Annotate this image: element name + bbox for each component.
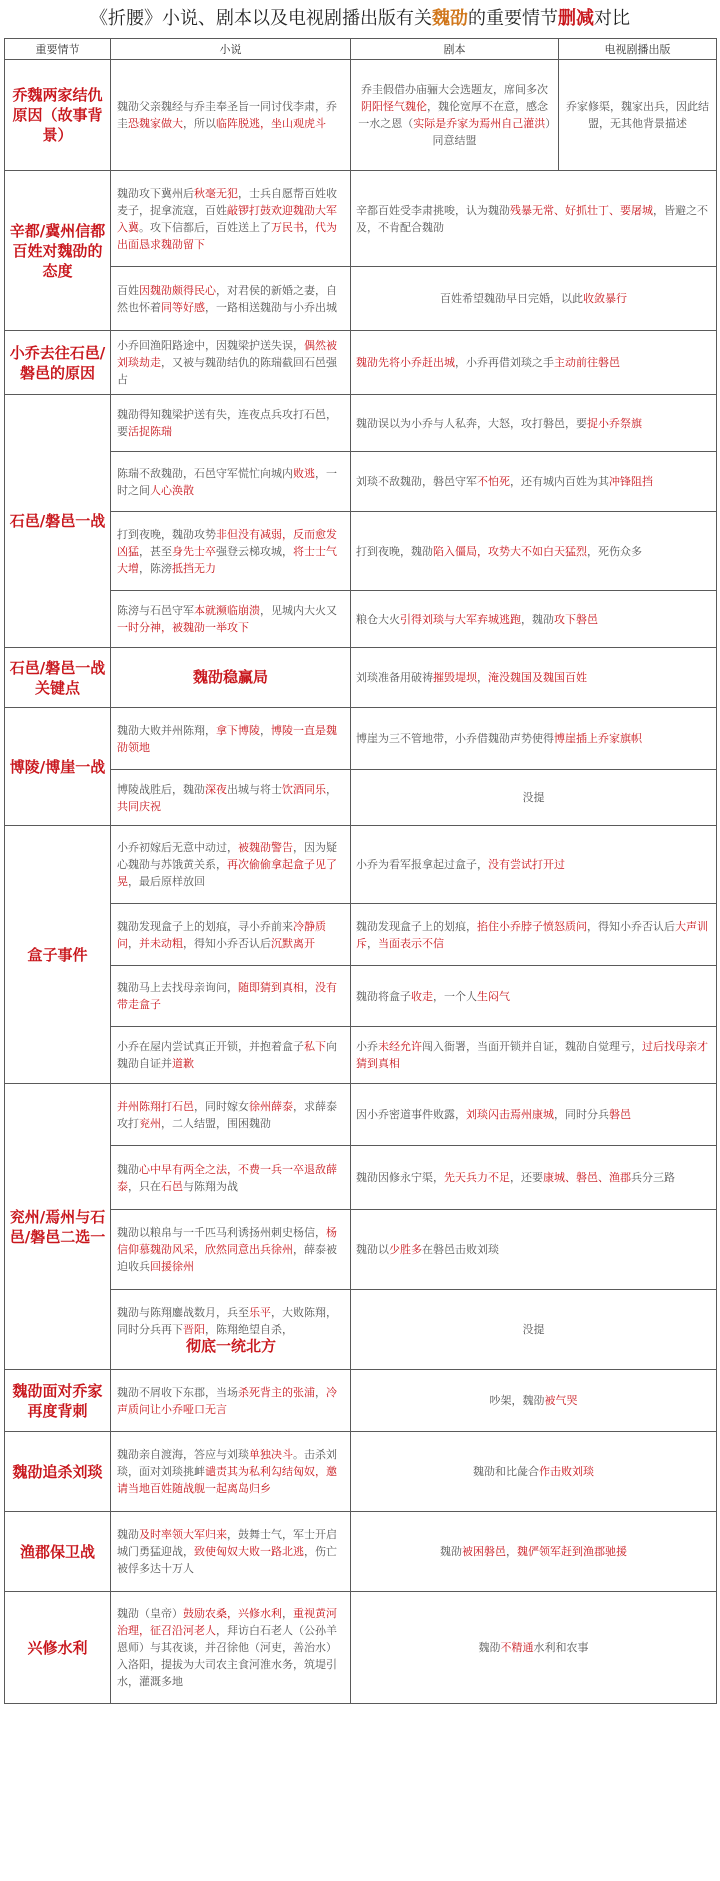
novel-cell: 魏劭以粮帛与一千匹马利诱扬州刺史杨信，杨信仰慕魏劭风采，欣然同意出兵徐州，薛泰被迫收兵回援徐州: [111, 1210, 351, 1290]
table-row: [5, 1146, 717, 1210]
plot-topic: 渔郡保卫战: [5, 1512, 111, 1592]
table-row: [5, 60, 717, 171]
table-row: [5, 708, 717, 770]
table-row: [5, 904, 717, 966]
script-cell: 乔圭假借办庙骊大会选题友，席间多次阴阳怪气魏伦，魏伦宽厚不在意，感念一水之恩（实际是乔家为焉州自己灌洪）同意结盟: [351, 60, 559, 171]
novel-cell: 魏劭心中早有两全之法，不费一兵一卒退敌薛泰，只在石邑与陈翔为战: [111, 1146, 351, 1210]
table-row: [5, 1432, 717, 1512]
novel-cell: 陈瑞不敌魏劭，石邑守军慌忙向城内败逃，一时之间人心涣散: [111, 452, 351, 512]
table-row: [5, 770, 717, 826]
script-cell: 辛都百姓受李肃挑唆，认为魏劭残暴无常、好抓壮丁、要屠城，皆避之不及，不肯配合魏劭: [351, 171, 717, 267]
novel-cell: 陈滂与石邑守军本就濒临崩溃，见城内大火又一时分神，被魏劭一举攻下: [111, 591, 351, 648]
table-row: [5, 331, 717, 395]
novel-cell: 打到夜晚，魏劭攻势非但没有减弱，反而愈发凶猛，甚至身先士卒强登云梯攻城，将士士气大增，陈滂抵挡无力: [111, 512, 351, 591]
table-row: [5, 966, 717, 1027]
plot-topic: 辛都/冀州信都百姓对魏劭的态度: [5, 171, 111, 331]
script-cell: 博崖为三不管地带，小乔借魏劭声势使得博崖插上乔家旗帜: [351, 708, 717, 770]
table-row: [5, 1592, 717, 1704]
table-row: [5, 512, 717, 591]
novel-cell: 魏劭马上去找母亲询问，随即猜到真相，没有带走盒子: [111, 966, 351, 1027]
header-plot: 重要情节: [5, 39, 111, 60]
plot-topic: 博陵/博崖一战: [5, 708, 111, 826]
script-cell: 吵架，魏劭被气哭: [351, 1370, 717, 1432]
plot-topic: 兖州/焉州与石邑/磐邑二选一: [5, 1084, 111, 1370]
table-row: [5, 395, 717, 452]
table-row: [5, 1290, 717, 1370]
plot-topic: 石邑/磐邑一战: [5, 395, 111, 648]
tv-cell: 乔家修渠，魏家出兵，因此结盟，无其他背景描述: [559, 60, 717, 171]
table-row: [5, 452, 717, 512]
script-cell: 魏劭将盒子收走，一个人生闷气: [351, 966, 717, 1027]
table-row: [5, 1370, 717, 1432]
script-cell: 小乔为看军报拿起过盒子，没有尝试打开过: [351, 826, 717, 904]
script-cell: 粮仓大火引得刘琰与大军弃城逃跑，魏劭攻下磐邑: [351, 591, 717, 648]
novel-cell: 百姓因魏劭颇得民心，对君侯的新婚之妻，自然也怀着同等好感，一路相送魏劭与小乔出城: [111, 267, 351, 331]
plot-topic: 魏劭面对乔家再度背刺: [5, 1370, 111, 1432]
novel-cell: 魏劭及时率领大军归来，鼓舞士气，军士开启城门勇猛迎战，致使匈奴大败一路北逃，伤亡被俘多达十万人: [111, 1512, 351, 1592]
plot-topic: 兴修水利: [5, 1592, 111, 1704]
header-tv: 电视剧播出版: [559, 39, 717, 60]
table-header-row: [5, 39, 717, 60]
plot-topic: 乔魏两家结仇原因（故事背景）: [5, 60, 111, 171]
novel-cell: 魏劭与陈翔鏖战数月，兵至乐平，大败陈翔，同时分兵再下晋阳，陈翔绝望自杀， 彻底一统北方: [111, 1290, 351, 1370]
script-cell: 没提: [351, 1290, 717, 1370]
novel-cell: 魏劭亲自渡海，答应与刘琰单独决斗。击杀刘琰，面对刘琰挑衅谴责其为私利勾结匈奴，邀请当地百姓随战舰一起离岛归乡: [111, 1432, 351, 1512]
table-row: [5, 1210, 717, 1290]
script-cell: 刘琰不敌魏劭，磐邑守军不怕死，还有城内百姓为其冲锋阻挡: [351, 452, 717, 512]
plot-topic: 盒子事件: [5, 826, 111, 1084]
novel-cell: 小乔在屋内尝试真正开锁，并抱着盒子私下向魏劭自证并道歉: [111, 1027, 351, 1084]
table-row: [5, 1027, 717, 1084]
script-cell: 百姓希望魏劭早日完婚，以此收敛暴行: [351, 267, 717, 331]
novel-cell: 魏劭得知魏梁护送有失，连夜点兵攻打石邑，要活捉陈瑞: [111, 395, 351, 452]
plot-topic: 小乔去往石邑/磐邑的原因: [5, 331, 111, 395]
page-title: 《折腰》小说、剧本以及电视剧播出版有关魏劭的重要情节删减对比: [90, 8, 630, 29]
novel-cell: 博陵战胜后，魏劭深夜出城与将士饮酒同乐，共同庆祝: [111, 770, 351, 826]
novel-cell: 魏劭父亲魏经与乔圭奉圣旨一同讨伐李肃，乔圭恐魏家做大，所以临阵脱逃，坐山观虎斗: [111, 60, 351, 171]
script-cell: 魏劭因修永宁渠，先天兵力不足，还要康城、磐邑、渔郡兵分三路: [351, 1146, 717, 1210]
novel-cell: 并州陈翔打石邑，同时嫁女徐州薛泰，求薛泰攻打兖州，二人结盟，围困魏劭: [111, 1084, 351, 1146]
script-cell: 打到夜晚，魏劭陷入僵局，攻势大不如白天猛烈，死伤众多: [351, 512, 717, 591]
novel-cell: 魏劭大败并州陈翔，拿下博陵，博陵一直是魏劭领地: [111, 708, 351, 770]
table-row: [5, 1084, 717, 1146]
novel-cell: 小乔回渔阳路途中，因魏梁护送失误，偶然被刘琰劫走，又被与魏劭结仇的陈瑞截回石邑强占: [111, 331, 351, 395]
script-cell: 小乔未经允许闯入衙署，当面开锁并自证，魏劭自觉理亏，过后找母亲才猜到真相: [351, 1027, 717, 1084]
table-row: [5, 267, 717, 331]
script-cell: 因小乔密道事件败露，刘琰闪击焉州康城，同时分兵磐邑: [351, 1084, 717, 1146]
novel-cell: 魏劭攻下冀州后秋毫无犯，士兵自愿帮百姓收麦子，捉拿流寇，百姓敲锣打鼓欢迎魏劭大军入冀。攻下信都后，百姓送上了万民书，代为出面恳求魏劭留下: [111, 171, 351, 267]
table-row: [5, 1512, 717, 1592]
script-cell: 魏劭发现盒子上的划痕，掐住小乔脖子愤怒质问，得知小乔否认后大声训斥，当面表示不信: [351, 904, 717, 966]
plot-topic: 石邑/磐邑一战关键点: [5, 648, 111, 708]
comparison-table: [4, 38, 717, 1704]
novel-cell: 魏劭稳赢局: [111, 648, 351, 708]
table-row: [5, 826, 717, 904]
novel-cell: 魏劭不屑收下东郡，当场杀死背主的张浦，冷声质问让小乔哑口无言: [111, 1370, 351, 1432]
header-script: 剧本: [351, 39, 559, 60]
novel-cell: 魏劭发现盒子上的划痕，寻小乔前来冷静质问，并未动粗，得知小乔否认后沉默离开: [111, 904, 351, 966]
script-cell: 魏劭被困磐邑，魏俨领军赶到渔郡驰援: [351, 1512, 717, 1592]
script-cell: 魏劭不精通水利和农事: [351, 1592, 717, 1704]
script-cell: 魏劭以少胜多在磐邑击败刘琰: [351, 1210, 717, 1290]
script-cell: 魏劭先将小乔赶出城，小乔再借刘琰之手主动前往磐邑: [351, 331, 717, 395]
novel-cell: 小乔初嫁后无意中动过，被魏劭警告，因为疑心魏劭与苏饿黄关系，再次偷偷拿起盒子见了晃，最后原样放回: [111, 826, 351, 904]
script-cell: 魏劭和比彘合作击败刘琰: [351, 1432, 717, 1512]
script-cell: 魏劭误以为小乔与人私奔，大怒，攻打磐邑，要捉小乔祭旗: [351, 395, 717, 452]
table-row: [5, 648, 717, 708]
plot-topic: 魏劭追杀刘琰: [5, 1432, 111, 1512]
table-row: [5, 171, 717, 267]
novel-cell: 魏劭（皇帝）鼓励农桑，兴修水利，重视黄河治理，征召沿河老人，拜访白石老人（公孙羊恩师）与其夜谈，并召徐他（河吏，善治水）入洛阳，提拔为大司农主食河淮水务，筑堤引水，灌溉多地: [111, 1592, 351, 1704]
script-cell: 没提: [351, 770, 717, 826]
script-cell: 刘琰准备用破祷摧毁堤坝，淹没魏国及魏国百姓: [351, 648, 717, 708]
header-novel: 小说: [111, 39, 351, 60]
table-row: [5, 591, 717, 648]
